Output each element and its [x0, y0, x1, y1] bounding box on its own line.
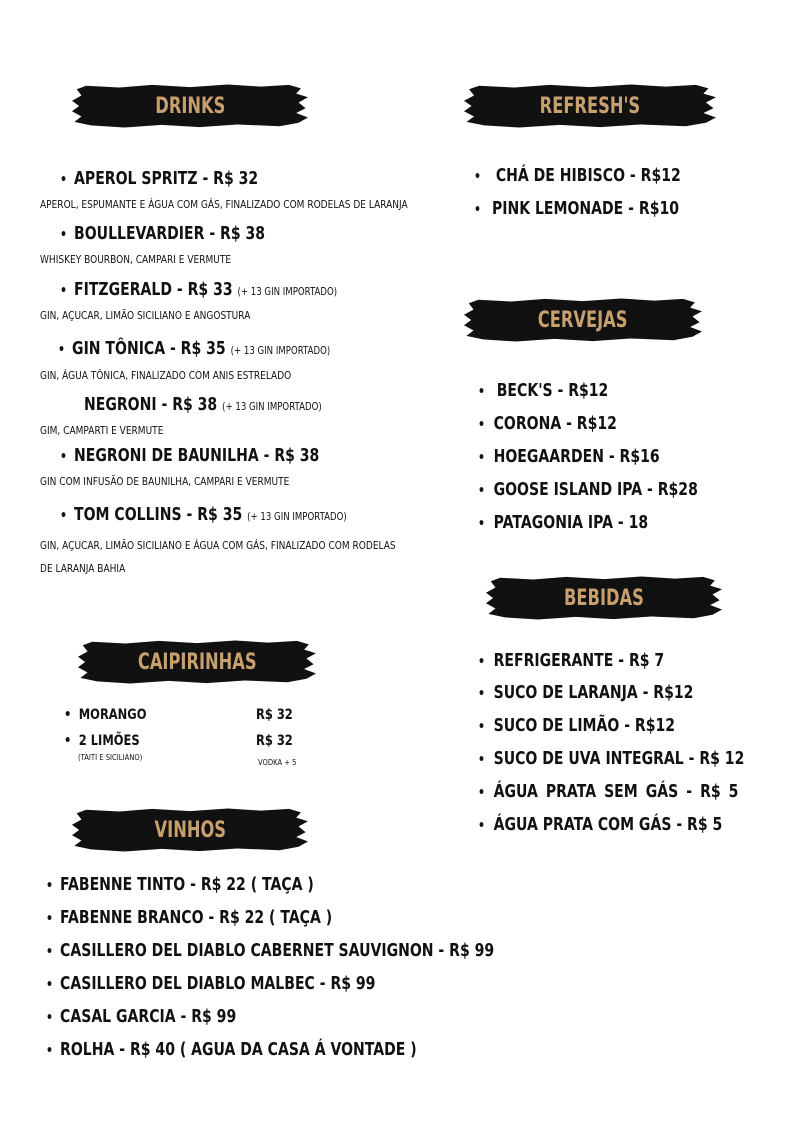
bullet-dot-icon: • — [478, 752, 485, 768]
caipirinhas-banner — [78, 640, 316, 684]
wine-item: • CASAL GARCIA - R$ 99 — [46, 1006, 237, 1027]
drink-item: NEGRONI - R$ 38 (+ 13 GIN IMPORTADO) — [84, 394, 322, 415]
drink-item: • TOM COLLINS - R$ 35 (+ 13 GIN IMPORTADO) — [60, 504, 347, 525]
caipirinha-price: R$ 32 — [256, 707, 293, 723]
bullet-dot-icon: • — [478, 818, 485, 834]
beverage-item: • SUCO DE LARANJA - R$12 — [478, 682, 694, 703]
drink-desc: APEROL, ESPUMANTE E ÁGUA COM GÁS, FINALIZADO COM RODELAS DE LARANJA — [40, 198, 408, 211]
wine-item: • CASILLERO DEL DIABLO CABERNET SAUVIGNON - R$ 99 — [46, 940, 495, 961]
bullet-dot-icon: • — [478, 450, 485, 466]
bullet-dot-icon: • — [60, 227, 67, 243]
beverage-item: • SUCO DE UVA INTEGRAL - R$ 12 — [478, 748, 745, 769]
vinhos-banner — [72, 808, 308, 852]
bullet-dot-icon: • — [60, 508, 67, 524]
drink-desc: WHISKEY BOURBON, CAMPARI E VERMUTE — [40, 253, 232, 266]
bebidas-banner — [486, 576, 722, 620]
section-title-drinks: DRINKS — [154, 93, 226, 119]
beer-item: • BECK'S - R$12 — [478, 380, 609, 401]
section-title-vinhos: VINHOS — [154, 817, 226, 843]
drink-item: • GIN TÔNICA - R$ 35 (+ 13 GIN IMPORTADO) — [58, 338, 331, 359]
drink-desc: GIN COM INFUSÃO DE BAUNILHA, CAMPARI E VERMUTE — [40, 475, 290, 488]
drink-item: • FITZGERALD - R$ 33 (+ 13 GIN IMPORTADO) — [60, 279, 338, 300]
bullet-dot-icon: • — [46, 944, 53, 960]
bullet-dot-icon: • — [46, 878, 53, 894]
drink-item: • APEROL SPRITZ - R$ 32 — [60, 168, 259, 189]
bullet-dot-icon: • — [478, 654, 485, 670]
beverage-item: • ÁGUA PRATA SEM GÁS - R$ 5 — [478, 781, 739, 802]
bullet-dot-icon: • — [58, 342, 65, 358]
bullet-dot-icon: • — [60, 449, 67, 465]
drink-desc: GIN, AÇUCAR, LIMÃO SICILIANO E ÁGUA COM GÁS, FINALIZADO COM RODELAS DE LARANJA BAHIA — [40, 539, 396, 575]
caipirinha-price: R$ 32 — [256, 733, 293, 749]
beverage-item: • ÁGUA PRATA COM GÁS - R$ 5 — [478, 814, 723, 835]
bullet-dot-icon: • — [46, 977, 53, 993]
bullet-dot-icon: • — [474, 202, 481, 218]
caipirinha-extra: VODKA + 5 — [258, 758, 297, 767]
section-title-bebidas: BEBIDAS — [564, 585, 644, 611]
caipirinha-item: • 2 LIMÕES — [64, 733, 140, 749]
section-title-caipirinhas: CAIPIRINHAS — [137, 649, 257, 675]
drinks-banner — [72, 84, 308, 128]
drink-desc: GIN, AÇUCAR, LIMÃO SICILIANO E ANGOSTURA — [40, 309, 251, 322]
refreshs-banner — [464, 84, 716, 128]
drink-desc: GIM, CAMPARTI E VERMUTE — [40, 424, 164, 437]
wine-item: • FABENNE TINTO - R$ 22 ( TAÇA ) — [46, 874, 314, 895]
caipirinha-item: • MORANGO — [64, 707, 147, 723]
section-title-refreshs: REFRESH'S — [539, 93, 641, 119]
bullet-dot-icon: • — [478, 384, 485, 400]
bullet-dot-icon: • — [478, 719, 485, 735]
section-title-cervejas: CERVEJAS — [538, 307, 628, 333]
wine-item: • CASILLERO DEL DIABLO MALBEC - R$ 99 — [46, 973, 376, 994]
bullet-dot-icon: • — [478, 417, 485, 433]
bullet-dot-icon: • — [46, 1010, 53, 1026]
bullet-dot-icon: • — [64, 707, 72, 723]
bullet-dot-icon: • — [474, 169, 481, 185]
wine-item: • FABENNE BRANCO - R$ 22 ( TAÇA ) — [46, 907, 333, 928]
bullet-dot-icon: • — [478, 483, 485, 499]
drink-item: • NEGRONI DE BAUNILHA - R$ 38 — [60, 445, 320, 466]
bullet-dot-icon: • — [46, 1043, 53, 1059]
caipirinha-sub: (TAITI E SICILIANO) — [78, 753, 143, 762]
bullet-dot-icon: • — [478, 686, 485, 702]
bullet-dot-icon: • — [60, 172, 67, 188]
refresh-item: • CHÁ DE HIBISCO - R$12 — [474, 165, 681, 186]
drink-desc: GIN, ÁGUA TÔNICA, FINALIZADO COM ANIS ESTRELADO — [40, 369, 292, 382]
drink-item: • BOULLEVARDIER - R$ 38 — [60, 223, 266, 244]
bullet-dot-icon: • — [64, 733, 72, 749]
cervejas-banner — [464, 298, 702, 342]
bullet-dot-icon: • — [60, 283, 67, 299]
bullet-dot-icon: • — [46, 911, 53, 927]
bullet-dot-icon: • — [478, 785, 485, 801]
refresh-item: • PINK LEMONADE - R$10 — [474, 198, 680, 219]
wine-item: • ROLHA - R$ 40 ( AGUA DA CASA Á VONTADE ) — [46, 1039, 417, 1060]
beverage-item: • SUCO DE LIMÃO - R$12 — [478, 715, 676, 736]
beer-item: • PATAGONIA IPA - 18 — [478, 512, 649, 533]
beer-item: • GOOSE ISLAND IPA - R$28 — [478, 479, 698, 500]
beer-item: • HOEGAARDEN - R$16 — [478, 446, 660, 467]
beer-item: • CORONA - R$12 — [478, 413, 617, 434]
beverage-item: • REFRIGERANTE - R$ 7 — [478, 650, 665, 671]
bullet-dot-icon: • — [478, 516, 485, 532]
